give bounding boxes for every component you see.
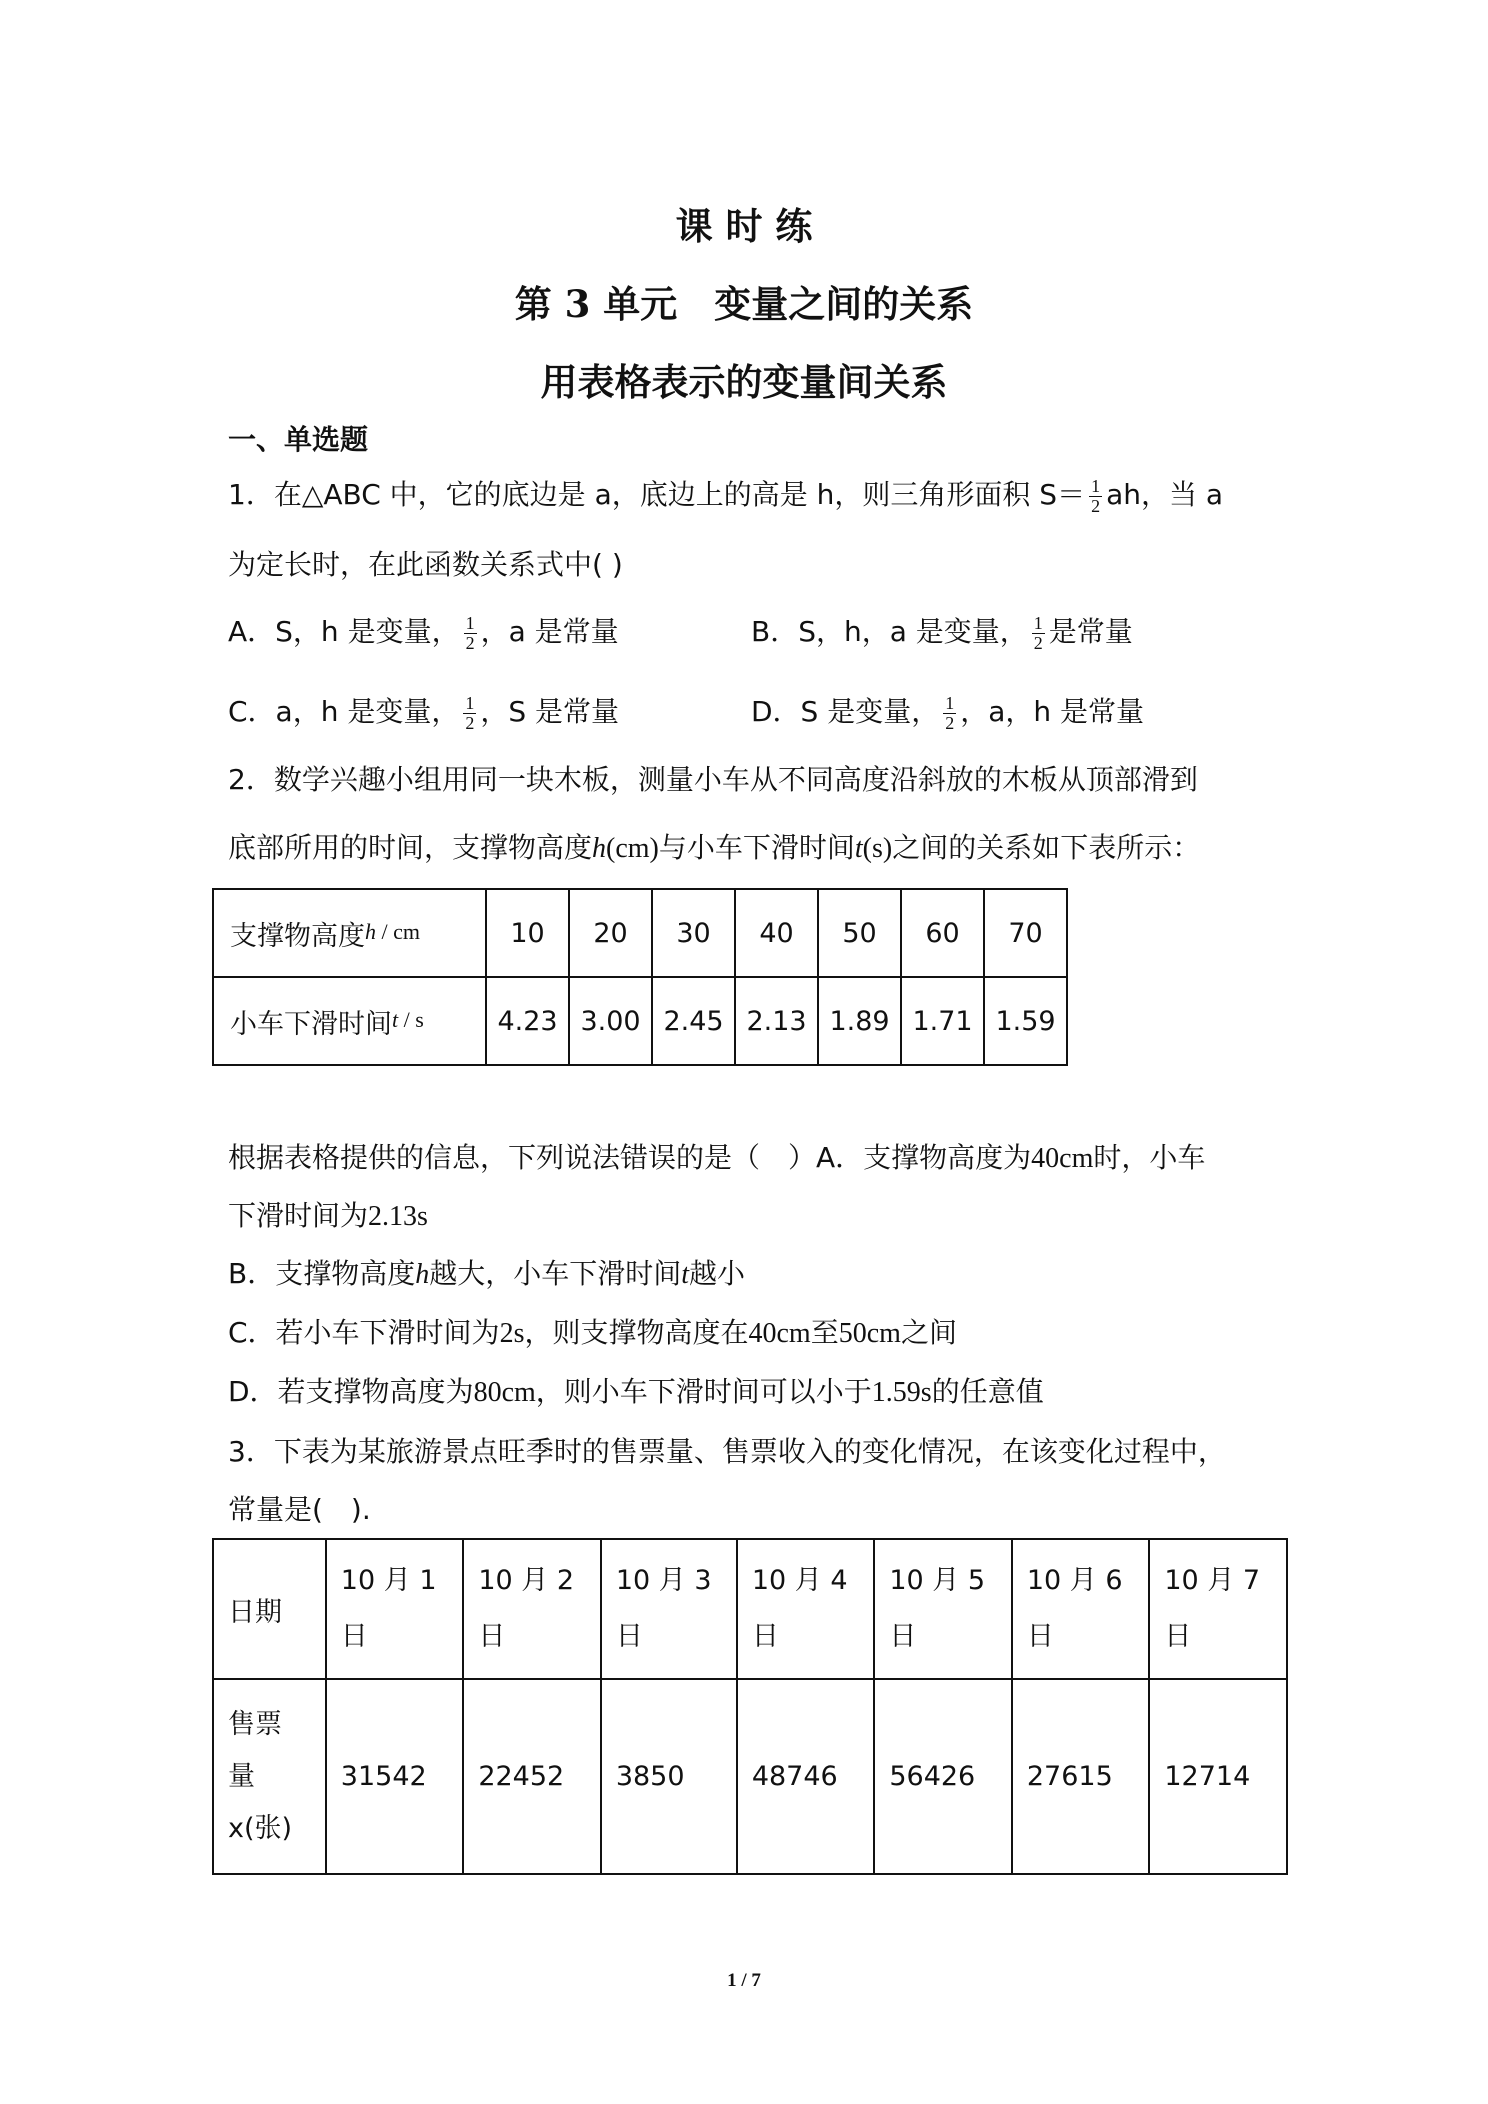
table-cell: 1.71	[901, 977, 984, 1065]
q3-stem-line1: 3．下表为某旅游景点旺季时的售票量、售票收入的变化情况，在该变化过程中，	[228, 1435, 1226, 1468]
table-cell: 22452	[463, 1679, 601, 1874]
table-cell: 3.00	[569, 977, 652, 1065]
table-cell: 2.13	[735, 977, 818, 1065]
q1-option-d: D．S 是变量， $\frac{1}{2}$ ，a，h 是常量	[751, 692, 1145, 733]
table-row	[213, 889, 1067, 977]
table-cell: 10	[486, 889, 569, 977]
q1-option-c: C．a，h 是变量， $\frac{1}{2}$ ，S 是常量	[228, 692, 620, 733]
q1-stem-b: ah，当 a	[1106, 478, 1224, 511]
fraction-half: $\frac{1}{2}$	[1091, 475, 1101, 516]
q2-option-d: D．若支撑物高度为80cm，则小车下滑时间可以小于1.59s的任意值	[228, 1375, 1044, 1408]
unit-title: 第 3 单元 变量之间的关系	[514, 282, 974, 326]
table-cell: 50	[818, 889, 901, 977]
table-cell: 10 月 6 日	[1012, 1539, 1150, 1679]
q1-stem-a: 在△ABC 中，它的底边是 a，底边上的高是 h，则三角形面积 S＝	[273, 478, 1086, 511]
table-cell: 1.89	[818, 977, 901, 1065]
table-cell: 3850	[601, 1679, 737, 1874]
section-heading: 一、单选题	[228, 423, 369, 456]
table-cell: 56426	[874, 1679, 1012, 1874]
table-row	[213, 1539, 1287, 1679]
q2-option-b: B．支撑物高度h越大，小车下滑时间t越小	[228, 1257, 746, 1290]
doc-title: 课 时 练	[675, 204, 813, 248]
table-cell: 20	[569, 889, 652, 977]
fraction-half: $\frac{1}{2}$	[465, 692, 475, 733]
q1-option-b: B．S，h，a 是变量， $\frac{1}{2}$ 是常量	[751, 612, 1133, 653]
height-time-table	[212, 888, 1068, 1066]
table-cell: 1.59	[984, 977, 1067, 1065]
table-cell: 10 月 3 日	[601, 1539, 737, 1679]
q2-option-a-cont: 下滑时间为2.13s	[228, 1199, 428, 1232]
q2-option-c: C．若小车下滑时间为2s，则支撑物高度在40cm至50cm之间	[228, 1316, 957, 1349]
q2-stem-line2: 底部所用的时间，支撑物高度h(cm)与小车下滑时间t(s)之间的关系如下表所示：	[228, 831, 1201, 864]
table-cell: 10 月 1 日	[326, 1539, 464, 1679]
table-cell: 60	[901, 889, 984, 977]
q1-number: 1．	[228, 478, 274, 511]
q1-stem-line2: 为定长时，在此函数关系式中( )	[228, 548, 623, 581]
table-row	[213, 977, 1067, 1065]
ticket-sales-table	[212, 1538, 1288, 1875]
table-row-label: 小车下滑时间$^t$ $^{/ s}$	[213, 977, 486, 1065]
fraction-half: $\frac{1}{2}$	[945, 692, 955, 733]
q2-question-line: 根据表格提供的信息，下列说法错误的是（ ）A．支撑物高度为40cm时，小车	[228, 1141, 1206, 1174]
table-row-label: 售票 量 x(张)	[213, 1679, 326, 1874]
table-row-label: 支撑物高度$^h$ $^{/ cm}$	[213, 889, 486, 977]
table-cell: 10 月 7 日	[1149, 1539, 1287, 1679]
table-cell: 40	[735, 889, 818, 977]
lesson-title: 用表格表示的变量间关系	[540, 360, 948, 404]
q2-stem-line1: 2．数学兴趣小组用同一块木板，测量小车从不同高度沿斜放的木板从顶部滑到	[228, 763, 1198, 796]
table-cell: 10 月 5 日	[874, 1539, 1012, 1679]
table-cell: 31542	[326, 1679, 464, 1874]
table-cell: 70	[984, 889, 1067, 977]
q1-option-a: A．S，h 是变量， $\frac{1}{2}$ ，a 是常量	[228, 612, 619, 653]
fraction-half: $\frac{1}{2}$	[1033, 612, 1043, 653]
page-number: 1 / 7	[727, 1970, 761, 1991]
table-cell: 30	[652, 889, 735, 977]
fraction-half: $\frac{1}{2}$	[465, 612, 475, 653]
table-row-label: 日期	[213, 1539, 326, 1679]
table-row	[213, 1679, 1287, 1874]
table-cell: 10 月 4 日	[737, 1539, 875, 1679]
table-cell: 12714	[1149, 1679, 1287, 1874]
table-cell: 48746	[737, 1679, 875, 1874]
q3-stem-line2: 常量是( ).	[228, 1493, 371, 1526]
table-cell: 4.23	[486, 977, 569, 1065]
table-cell: 27615	[1012, 1679, 1150, 1874]
q1-stem-line1	[228, 475, 1223, 516]
table-cell: 10 月 2 日	[463, 1539, 601, 1679]
table-cell: 2.45	[652, 977, 735, 1065]
